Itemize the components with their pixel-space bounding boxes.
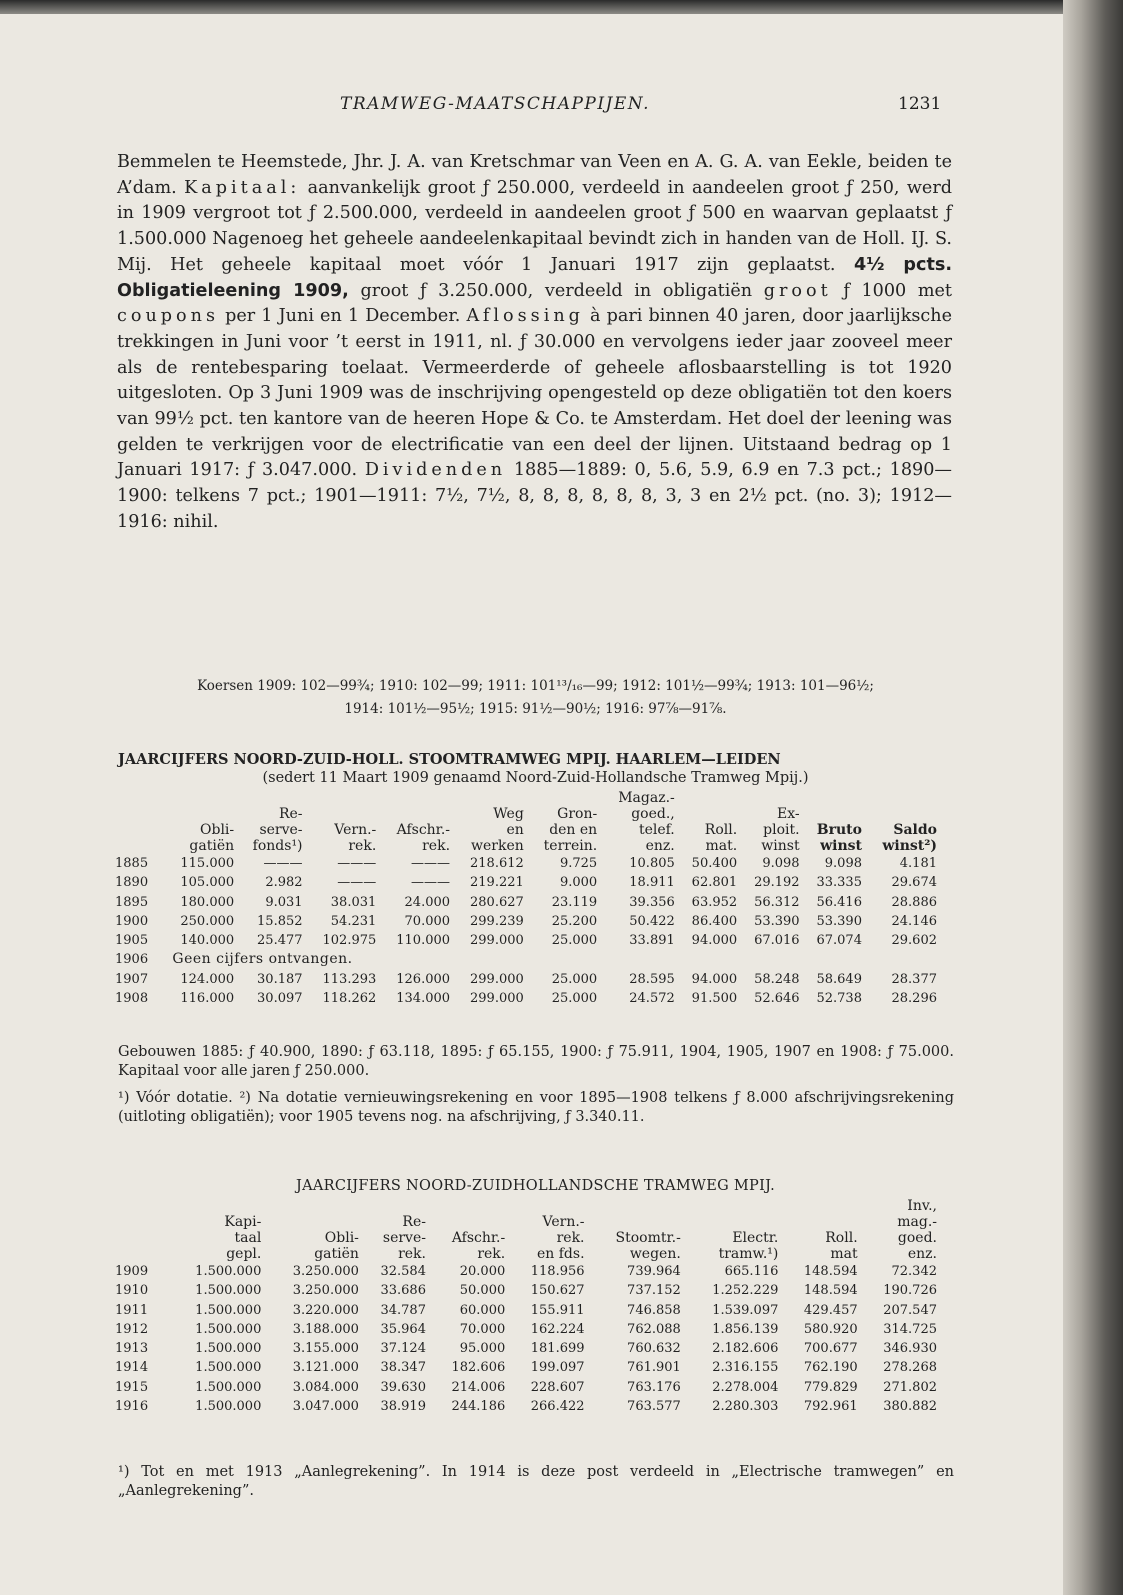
- company-description: [117, 150, 952, 536]
- table1-cell: 25.000: [551, 933, 598, 949]
- table2-cell: 72.342: [891, 1264, 937, 1279]
- table1-row: [115, 970, 937, 989]
- table2-cell: 3.250.000: [292, 1283, 359, 1299]
- table1-footnotes: ¹) Vóór dotatie. ²) Na dotatie vernieuwingsrekening en voor 1895—1908 telkens ƒ 8.000 afschrijvingsrekening (uitloting obligatiën); voor 1905 tevens nog. na afschrijving, ƒ 3.340.11.: [118, 1090, 954, 1125]
- aflossing-label: Aflossing: [466, 306, 584, 327]
- table1-cell: 25.200: [551, 913, 598, 929]
- scan-top-edge: [0, 0, 1123, 14]
- table1-row: [115, 893, 937, 912]
- table2-cell: 162.224: [530, 1321, 585, 1337]
- gebouwen-note: Gebouwen 1885: ƒ 40.900, 1890: ƒ 63.118, 1895: ƒ 65.155, 1900: ƒ 75.911, 1904, 1905, 1907 en 1908: ƒ 75.000. Kapitaal voor alle jaren ƒ 250.000.: [118, 1044, 954, 1079]
- table2-cell: 1915: [115, 1379, 149, 1395]
- table2-cell: 278.268: [883, 1360, 937, 1376]
- table1-header-6: Gron- den en terrein.: [543, 806, 598, 854]
- table2-cell: 763.577: [627, 1399, 681, 1415]
- table2-cell: 2.182.606: [712, 1341, 779, 1357]
- table2-header-9: Inv., mag.- goed. enz.: [897, 1198, 937, 1262]
- table1-cell: 33.335: [816, 875, 862, 891]
- table1-cell: 67.074: [816, 933, 862, 949]
- koersen-line-1: Koersen 1909: 102—99¾; 1910: 102—99; 1911: 101¹³/₁₆—99; 1912: 101½—99¾; 1913: 101—96½;: [197, 678, 874, 694]
- table1-header-row: [115, 790, 937, 854]
- table1-cell: 134.000: [396, 991, 451, 1007]
- table1-cell: 30.187: [257, 971, 303, 987]
- table1-cell: 24.572: [629, 991, 675, 1007]
- table1-cell: 118.262: [322, 991, 377, 1007]
- table1-cell: 299.000: [470, 991, 524, 1007]
- table2-cell: 271.802: [883, 1379, 937, 1395]
- table1-cell: 110.000: [396, 933, 451, 949]
- table2-row: [115, 1262, 937, 1281]
- table1-cell: ———: [411, 875, 451, 891]
- table1-cell: 299.000: [470, 971, 524, 987]
- table1-cell: 24.146: [891, 913, 937, 929]
- table2-header-1: Kapi- taal gepl.: [224, 1214, 262, 1262]
- loan-label: 4½ pcts. Obligatieleening 1909,: [117, 254, 953, 301]
- table1-cell: 250.000: [180, 913, 235, 929]
- table2-row: [115, 1339, 937, 1358]
- table2-cell: 199.097: [530, 1360, 585, 1376]
- table1-notes: [118, 1043, 954, 1127]
- table1-cell: 29.192: [754, 875, 800, 891]
- table1-cell: 4.181: [899, 856, 937, 871]
- running-title: TRAMWEG-MAATSCHAPPIJEN.: [340, 94, 650, 114]
- table1-cell: 58.248: [754, 971, 800, 987]
- table2-cell: 762.088: [627, 1321, 681, 1337]
- table2-cell: 1909: [115, 1264, 149, 1279]
- table2-cell: 3.047.000: [292, 1399, 359, 1415]
- table2-cell: 60.000: [459, 1302, 506, 1318]
- table1-cell: 94.000: [691, 933, 738, 949]
- table2-cell: 1910: [115, 1283, 149, 1299]
- table1-cell: 50.400: [691, 856, 738, 871]
- table2-cell: 2.316.155: [712, 1360, 779, 1376]
- table1-cell: ———: [337, 856, 377, 871]
- table2-cell: 50.000: [459, 1283, 506, 1299]
- table2-cell: 1.500.000: [195, 1399, 262, 1415]
- table2-cell: 266.422: [530, 1399, 585, 1415]
- groot-label: groot: [763, 280, 832, 301]
- table1-cell: 30.097: [257, 991, 303, 1007]
- table2-cell: 35.964: [380, 1321, 426, 1337]
- table2-cell: 2.278.004: [712, 1379, 779, 1395]
- table2-cell: 1916: [115, 1399, 149, 1415]
- table1-cell: 54.231: [330, 913, 377, 929]
- table2-cell: 1911: [115, 1302, 149, 1318]
- table1-cell: 1900: [115, 913, 149, 929]
- table2-row: [115, 1301, 937, 1320]
- coupons-label: coupons: [117, 306, 219, 327]
- loan-text: groot ƒ 3.250.000, verdeeld in obligatiën: [360, 280, 753, 301]
- table2-row: [115, 1320, 937, 1339]
- table2-cell: 1.500.000: [195, 1360, 262, 1376]
- table2-cell: 792.961: [803, 1399, 858, 1415]
- table1-cell: 28.886: [891, 894, 937, 910]
- page-number: 1231: [898, 94, 942, 114]
- aflossing-text: à pari binnen 40 jaren, door jaarlijksche trekkingen in Juni voor ’t eerst in 1911, nl. ƒ 30.000 en vervolgens ieder jaar zooveel meer als de rentebesparing toelaat. Vermeerderde of geheele aflosbaarstelling is tot 1920 uitgesloten. Op 3 Juni 1909 was de inschrijving opengesteld op deze obligatiën tot den koers van 99½ pct. ten kantore van de heeren Hope & Co. te Amsterdam. Het doel der leening was gelden te verkrijgen voor de electrificatie van een deel der lijnen. Uitstaand bedrag op 1 Januari 1917: ƒ 3.047.000.: [117, 306, 953, 481]
- table1-cell: 15.852: [257, 913, 303, 929]
- table1-cell: 58.649: [816, 971, 862, 987]
- table2-row: [115, 1358, 937, 1377]
- table1-cell: 180.000: [180, 894, 235, 910]
- table2-title: JAARCIJFERS NOORD-ZUIDHOLLANDSCHE TRAMWEG MPIJ.: [296, 1178, 775, 1194]
- table2-row: [115, 1281, 937, 1300]
- table2-cell: 39.630: [380, 1379, 426, 1395]
- table1-cell: 38.031: [330, 894, 377, 910]
- table1-cell: 280.627: [470, 894, 524, 910]
- table1-header-2: Re- serve- fonds¹): [252, 806, 303, 854]
- table1-header-4: Afschr.- rek.: [396, 822, 451, 854]
- table2-cell: 763.176: [627, 1379, 681, 1395]
- table1-header-0: [115, 790, 160, 854]
- table1-cell: 29.602: [891, 933, 937, 949]
- table2-footnote: ¹) Tot en met 1913 „Aanlegrekening”. In 1914 is deze post verdeeld in „Electrische tramwegen” en „Aanlegrekening”.: [118, 1464, 954, 1499]
- table2-body: [115, 1262, 937, 1416]
- table2-cell: 380.882: [883, 1399, 937, 1415]
- table1-cell: 63.952: [691, 894, 738, 910]
- table1-row: [115, 912, 937, 931]
- table1-heading: [118, 750, 953, 788]
- table1-cell: 18.911: [629, 875, 675, 891]
- table1-cell: 1908: [115, 991, 149, 1007]
- table2-cell: 207.547: [883, 1302, 937, 1318]
- table2-cell: 1.539.097: [712, 1302, 779, 1318]
- table1-cell: 25.000: [551, 991, 598, 1007]
- table1-cell: 113.293: [322, 971, 377, 987]
- table2-cell: 190.726: [883, 1283, 937, 1299]
- table1-cell: 28.377: [891, 971, 937, 987]
- table2-cell: 34.787: [380, 1302, 426, 1318]
- table1-cell: 91.500: [691, 991, 738, 1007]
- table1-cell: 2.982: [265, 875, 303, 891]
- table2-cell: 1.252.229: [712, 1283, 779, 1299]
- table2-cell: 314.725: [883, 1321, 937, 1337]
- table1-cell: 9.031: [265, 894, 303, 910]
- table1-cell: 105.000: [180, 875, 235, 891]
- table2-cell: 95.000: [459, 1341, 506, 1357]
- table1-cell: 140.000: [180, 933, 235, 949]
- table1-cell: 28.296: [891, 991, 937, 1007]
- table1-cell: 67.016: [754, 933, 800, 949]
- table1-cell: 70.000: [404, 913, 451, 929]
- table1-header-9: Ex- ploit. winst: [761, 806, 800, 854]
- table1-cell: 52.738: [816, 991, 862, 1007]
- table1-title: JAARCIJFERS NOORD-ZUID-HOLL. STOOMTRAMWEG MPIJ. HAARLEM—LEIDEN: [118, 751, 781, 768]
- table1-cell: 50.422: [629, 913, 675, 929]
- table2-cell: 3.188.000: [292, 1321, 359, 1337]
- table2-cell: 1913: [115, 1341, 149, 1357]
- table2-cell: 244.186: [451, 1399, 506, 1415]
- table1-cell: 1895: [115, 894, 149, 910]
- table2-cell: 150.627: [530, 1283, 585, 1299]
- table2-header-row: [115, 1198, 937, 1262]
- table1-cell: ———: [263, 856, 303, 871]
- table1-row: [115, 989, 937, 1008]
- table1-header-11: Saldo winst²): [882, 822, 937, 854]
- table2-cell: 346.930: [883, 1341, 937, 1357]
- table1-cell: 10.805: [629, 856, 675, 871]
- table2-cell: 38.347: [380, 1360, 426, 1376]
- table1-cell: 28.595: [629, 971, 675, 987]
- table2-cell: 3.250.000: [292, 1264, 359, 1279]
- table2-cell: 181.699: [530, 1341, 585, 1357]
- table2-header-2: Obli- gatiën: [314, 1230, 359, 1262]
- book-spine-edge: [1063, 0, 1123, 1595]
- table2-cell: 38.919: [380, 1399, 426, 1415]
- table1-header-3: Vern.- rek.: [334, 822, 377, 854]
- table2-cell: 429.457: [803, 1302, 858, 1318]
- table2-cell: 3.220.000: [292, 1302, 359, 1318]
- coupons-text: per 1 Juni en 1 December.: [225, 306, 461, 327]
- table1-cell: 1906: [115, 952, 149, 968]
- table2-cell: 746.858: [627, 1302, 681, 1318]
- table1-cell: 25.000: [551, 971, 598, 987]
- table1-cell: 24.000: [404, 894, 451, 910]
- table2-header-0: [115, 1198, 164, 1262]
- table1-row: [115, 873, 937, 892]
- table1-header-10: Bruto winst: [816, 822, 862, 854]
- directors-text: Bemmelen te Heemstede, Jhr. J. A. van Kretschmar van Veen en A. G. A. van Eekle, beiden te A’dam.: [117, 152, 952, 198]
- table1-cell: 9.098: [762, 856, 800, 871]
- table2-cell: 1912: [115, 1321, 149, 1337]
- table1-row: [115, 854, 937, 873]
- table2-cell: 1914: [115, 1360, 149, 1376]
- table1-cell: 9.725: [559, 856, 598, 871]
- table2-cell: 32.584: [380, 1264, 426, 1279]
- table2-header-3: Re- serve- rek.: [382, 1214, 426, 1262]
- table2-row: [115, 1378, 937, 1397]
- table2-cell: 739.964: [627, 1264, 681, 1279]
- table1-cell: 86.400: [691, 913, 738, 929]
- table2-cell: 2.280.303: [712, 1399, 779, 1415]
- table2-cell: 37.124: [380, 1341, 426, 1357]
- table2-cell: 1.856.139: [712, 1321, 779, 1337]
- table2-cell: 148.594: [803, 1264, 858, 1279]
- koersen-block: [118, 675, 953, 721]
- table1-cell: 218.612: [470, 856, 524, 871]
- table2-cell: 762.190: [803, 1360, 858, 1376]
- table2: [115, 1198, 937, 1416]
- table2-cell: 182.606: [451, 1360, 506, 1376]
- table1-cell: 94.000: [691, 971, 738, 987]
- table1-cell: 124.000: [180, 971, 235, 987]
- dividenden-text: 1885—1889: 0, 5.6, 5.9, 6.9 en 7.3 pct.; 1890—1900: telkens 7 pct.; 1901—1911: 7½, 7½, 8, 8, 8, 8, 8, 8, 3, 3 en 2½ pct. (no. 3); 1912—1916: nihil.: [117, 460, 953, 532]
- table2-cell: 155.911: [530, 1302, 585, 1318]
- table2-header-8: Roll. mat: [825, 1230, 858, 1262]
- table1-cell: 299.239: [470, 913, 524, 929]
- table1-cell: 1905: [115, 933, 149, 949]
- table1-cell: ———: [337, 875, 377, 891]
- table1-row: [115, 931, 937, 950]
- table1-cell: 52.646: [754, 991, 800, 1007]
- table2-cell: 1.500.000: [195, 1302, 262, 1318]
- table2-cell: 3.121.000: [292, 1360, 359, 1376]
- table2-header-5: Vern.- rek. en fds.: [536, 1214, 585, 1262]
- table1-subtitle: (sedert 11 Maart 1909 genaamd Noord-Zuid-Hollandsche Tramweg Mpij.): [262, 770, 809, 786]
- table2-cell: 761.901: [627, 1360, 681, 1376]
- table2-cell: 228.607: [530, 1379, 585, 1395]
- kapitaal-label: Kapitaal:: [184, 177, 301, 198]
- table2-cell: 580.920: [803, 1321, 858, 1337]
- table1-cell: Geen cijfers ontvangen.: [172, 951, 353, 968]
- table2-cell: 779.829: [803, 1379, 858, 1395]
- table1-cell: 25.477: [257, 933, 303, 949]
- table1-cell: 115.000: [180, 856, 235, 871]
- table2-row: [115, 1397, 937, 1416]
- table1-header-5: Weg en werken: [471, 806, 524, 854]
- table1-cell: 219.221: [470, 875, 524, 891]
- table2-cell: 1.500.000: [195, 1321, 262, 1337]
- table2-cell: 1.500.000: [195, 1283, 262, 1299]
- table2-cell: 118.956: [530, 1264, 585, 1279]
- table2-header-6: Stoomtr.- wegen.: [615, 1230, 681, 1262]
- table2-cell: 20.000: [459, 1264, 506, 1279]
- table1-cell: 56.312: [754, 894, 800, 910]
- table1-cell: 1885: [115, 856, 149, 871]
- table1-cell: 9.098: [824, 856, 862, 871]
- table2-cell: 1.500.000: [195, 1341, 262, 1357]
- table2-cell: 70.000: [459, 1321, 506, 1337]
- table1-cell: 299.000: [470, 933, 524, 949]
- table2-cell: 148.594: [803, 1283, 858, 1299]
- table1-cell: 1907: [115, 971, 149, 987]
- table1-cell: 23.119: [551, 894, 598, 910]
- table1-body: [115, 854, 937, 1008]
- table2-cell: 700.677: [803, 1341, 858, 1357]
- koersen-line-2: 1914: 101½—95½; 1915: 91½—90½; 1916: 97⅞—91⅞.: [344, 701, 727, 717]
- table1-header-1: Obli- gatiën: [189, 822, 235, 854]
- table1-cell: 1890: [115, 875, 149, 891]
- table2-header-4: Afschr.- rek.: [451, 1230, 506, 1262]
- table1-header-8: Roll. mat.: [704, 822, 738, 854]
- table2-cell: 1.500.000: [195, 1379, 262, 1395]
- table1-cell: 62.801: [691, 875, 738, 891]
- table2-cell: 1.500.000: [195, 1264, 262, 1279]
- table1-cell: 126.000: [396, 971, 451, 987]
- table1-cell: 56.416: [816, 894, 862, 910]
- table1-cell: 9.000: [559, 875, 598, 891]
- table2-cell: 214.006: [451, 1379, 506, 1395]
- table1-cell: 116.000: [180, 991, 235, 1007]
- table1-row-no-data: [115, 950, 937, 969]
- kapitaal-text: aanvankelijk groot ƒ 250.000, verdeeld in aandeelen groot ƒ 250, werd in 1909 vergroot tot ƒ 2.500.000, verdeeld in aandeelen groot ƒ 500 en waarvan geplaatst ƒ 1.500.000 Nagenoeg het geheele aandeelenkapitaal bevindt zich in handen van de Holl. IJ. S. Mij. Het geheele kapitaal moet vóór 1 Januari 1917 zijn geplaatst.: [117, 177, 953, 275]
- table1-cell: 33.891: [629, 933, 675, 949]
- table1-cell: 39.356: [629, 894, 675, 910]
- table2-cell: 737.152: [627, 1283, 681, 1299]
- table2-cell: 33.686: [380, 1283, 426, 1299]
- table1-cell: 53.390: [754, 913, 800, 929]
- table1: [115, 790, 937, 1008]
- table1-cell: ———: [411, 856, 451, 871]
- table2-cell: 760.632: [627, 1341, 681, 1357]
- table2-cell: 3.155.000: [292, 1341, 359, 1357]
- table1-cell: 102.975: [322, 933, 377, 949]
- loan-denomination: ƒ 1000 met: [843, 280, 953, 301]
- table2-header-7: Electr. tramw.¹): [718, 1230, 779, 1262]
- table2-cell: 665.116: [724, 1264, 779, 1279]
- table1-header-7: Magaz.- goed., telef. enz.: [618, 790, 675, 854]
- table2-cell: 3.084.000: [292, 1379, 359, 1395]
- table1-cell: 53.390: [816, 913, 862, 929]
- table1-cell: 29.674: [891, 875, 937, 891]
- dividenden-label: Dividenden: [364, 460, 507, 481]
